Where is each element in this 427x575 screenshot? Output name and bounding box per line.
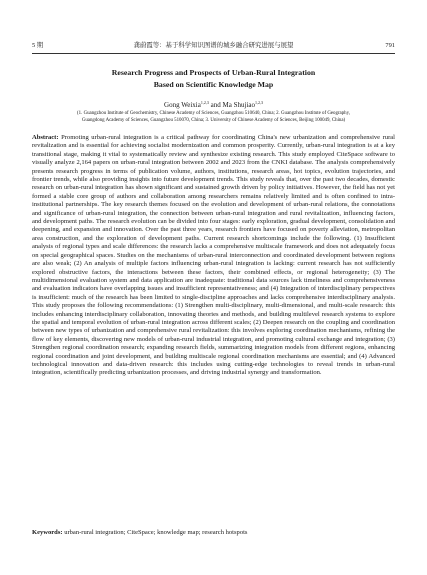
affiliation-line-1: (1. Guangzhou Institute of Geochemistry, Chinese Academy of Sciences, Guangzhou 510640, China; 2. Guangzhou Institute of Geography, (77, 111, 350, 116)
running-title: 龚蔚霞等：基于科学知识图谱的城乡融合研究进展与展望 (133, 42, 294, 49)
author-2-affil: 1,2,3 (254, 100, 263, 105)
author-1-affil: 1,2,3 (200, 100, 209, 105)
page-number: 791 (385, 42, 395, 49)
author-1: Gong Weixia (164, 101, 201, 109)
affiliation-line-2: Guangdong Academy of Sciences, Guangzhou 510070, China; 3. University of Chinese Academy of Sciences, Beijing 100049, China) (81, 118, 346, 124)
author-2: Ma Shujiao (222, 101, 255, 109)
abstract-text: Promoting urban-rural integration is a critical pathway for coordinating China's new urbanization and comprehensive rural revitalization and is essential for achieving socialist modernization and common prosperity. Currently, urban-rural integration is at a key transitional stage, making it vital to systematically review and synthesize existing research. This study employed CiteSpace software to visually analyze 2,164 papers on urban-rural integration between 2002 and 2023 from the CNKI database. The analysis comprehensively presents research progress in terms of publication volume, authors, institutions, research areas, hot topics, evolution trajectories, and frontier trends, while also providing insights into future development trends. This study reveals that, over the past two decades, domestic research on urban-rural integration has shown significant and sustained growth driven by policy initiatives. However, the field has not yet formed a stable core group of authors and collaboration among researchers remains relatively limited and is often confined to intra-institutional partnerships. The key research themes focused on the evolution and development of urban-rural relations, the connotations and significance of urban-rural integration, the connection between urban-rural integration and rural revitalization, influencing factors, and development paths. The research evolution can be divided into four stages: early exploration, gradual development, consolidation and deepening, and expansion and innovation. Over the past three years, research frontiers have focused on poverty alleviation, metropolitan area construction, and the exploration of development paths. Current research shortcomings include the following. (1) Insufficient analysis of regional types and scale differences: the research lacks a comprehensive multiscale framework and does not adequately focus on special geographical spaces. Studies on the mechanisms of urban-rural interconnection and coordinated development between regions are also weak; (2) An analysis of multiple factors influencing urban-rural integration is lacking: current research has not sufficiently explored obstructive factors, the interactions between these factors, their combined effects, or regional heterogeneity; (3) The multidimensional evaluation system and data application are inadequate: traditional data sources lack timeliness and comprehensiveness and evaluation indicators have overlapping issues and insufficient representativeness; and (4) Integration of interdisciplinary perspectives is insufficient: much of the research has been limited to single-discipline approaches and lacks comprehensive interdisciplinary analysis. This study proposes the following recommendations: (1) Strengthen multi-disciplinary, multi-dimensional, and multi-scale research: this includes enhancing interdisciplinary collaboration, innovating theories and methods, and building multilevel research systems to explore the spatial and temporal evolution of urban-rural integration across different scales; (2) Deepen research on the coupling and coordination between new types of urbanization and comprehensive rural revitalization: this involves exploring coordination mechanisms, refining the flow of key elements, discovering new models of urban-rural industrial integration, and promoting cultural exchange and integration; (3) Strengthen regional coordination research; expanding research fields, summarizing integration models from different regions, enhancing regional coordination and joint development, and building multiscale regional coordination mechanisms are essential; and (4) Advanced technological innovation and data-driven research: this includes using cutting-edge technologies to reveal trends in urban-rural integration, scientifically predicting urbanization processes, and driving industrial synergy and transformation. (32, 134, 395, 377)
header-rule (32, 53, 395, 54)
keywords (32, 529, 395, 537)
issue-number: 5 期 (32, 42, 44, 49)
keywords-text: urban-rural integration; CiteSpace; knowledge map; research hotspots (62, 529, 248, 536)
page-header (32, 40, 395, 52)
abstract-label: Abstract: (32, 134, 59, 141)
author-connector: and (208, 101, 223, 109)
affiliations (36, 110, 391, 125)
title-line-1: Research Progress and Prospects of Urban-Rural Integration (111, 68, 316, 77)
keywords-label: Keywords: (32, 529, 63, 536)
title-line-2: Based on Scientific Knowledge Map (153, 79, 274, 89)
author-line (32, 98, 395, 110)
abstract (32, 134, 395, 378)
paper-title (32, 67, 395, 90)
